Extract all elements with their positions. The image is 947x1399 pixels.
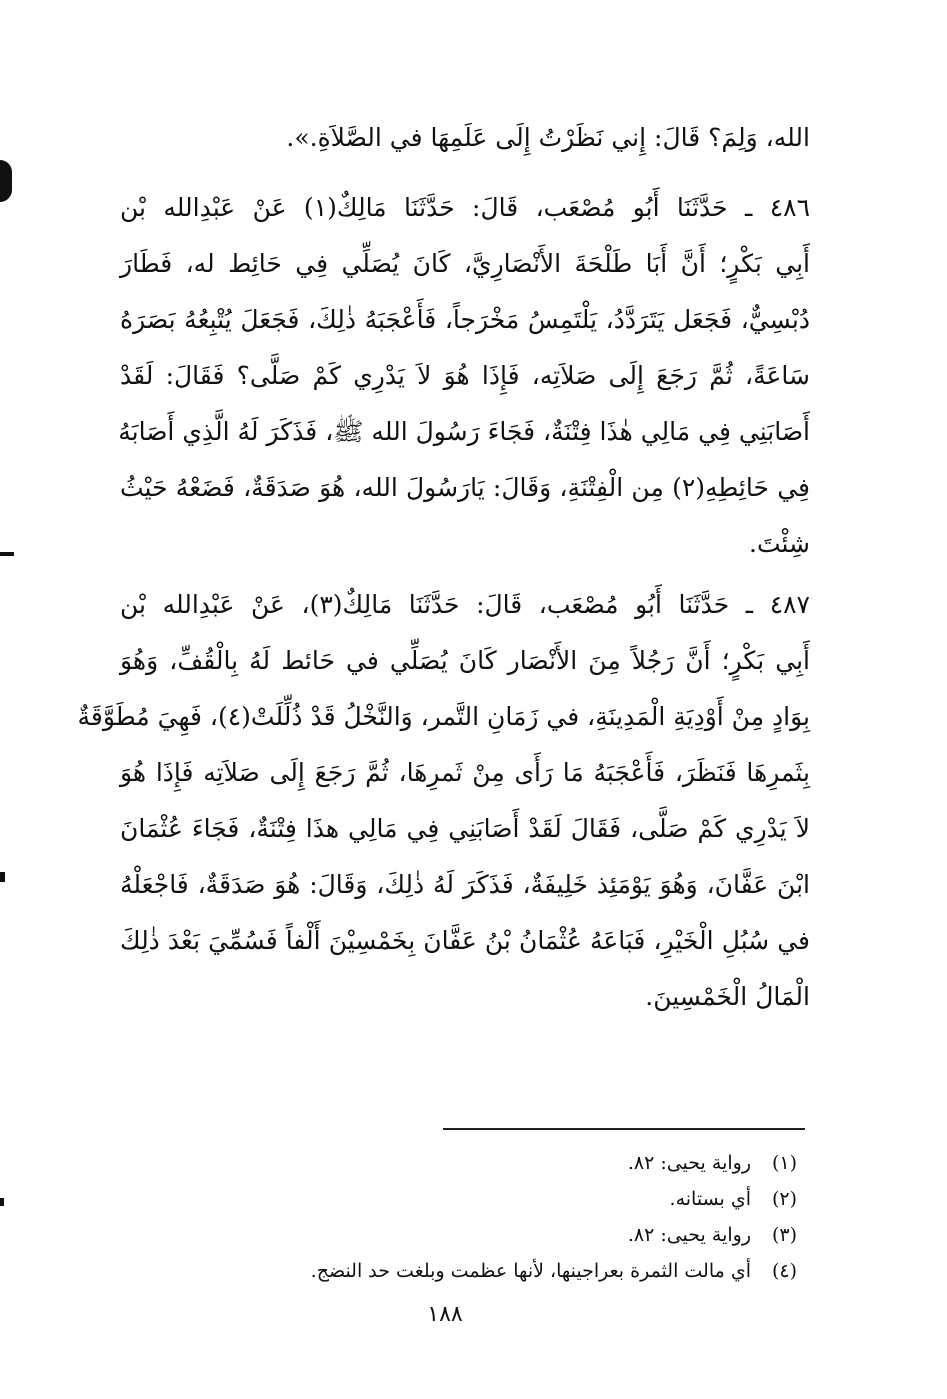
text-line: ٤٨٧ ـ حَدَّثَنَا أَبُو مُصْعَب، قَالَ: حَدَّثَنَا مَالِكٌ(٣)، عَنْ عَبْدِالله بْن <box>120 590 810 619</box>
text-line: ابْنَ عَفَّانَ، وَهُوَ يَوْمَئِذ خَلِيفَةٌ، فَذَكَرَ لَهُ ذٰلِكَ، وَقَالَ: هُوَ صَدَقَةٌ، فَاجْعَلْهُ <box>120 870 810 899</box>
footnote-text: أي بستانه. <box>669 1188 751 1210</box>
footnote-text: رواية يحيى: ٨٢. <box>627 1224 751 1246</box>
continuation-paragraph <box>120 110 810 166</box>
text-line: الْمَالُ الْخَمْسِينَ. <box>645 982 810 1011</box>
footnote-text: أي مالت الثمرة بعراجينها، لأنها عظمت وبلغت حد النضج. <box>310 1260 751 1282</box>
text-line: بِوَادٍ مِنْ أَوْدِيَةِ الْمَدِينَةِ، في زَمَانِ التَّمر، وَالنَّخْلُ قَدْ ذُلِّلَتْ(٤)، فَهِيَ مُطَوَّقَةٌ <box>77 702 810 731</box>
page-number: ١٨٨ <box>427 1302 463 1327</box>
footnote-item <box>277 1145 797 1181</box>
footnote-item <box>277 1253 797 1289</box>
text-line: شِئْتَ. <box>749 529 810 558</box>
text-line: لاَ يَدْرِي كَمْ صَلَّى، فَقَالَ لَقَدْ أَصَابَنِي فِي مَالِي هذَا فِتْنَةٌ، فَجَاءَ عُثْمَانَ <box>120 814 810 843</box>
footnote-text: رواية يحيى: ٨٢. <box>627 1152 751 1174</box>
scan-mark-top <box>0 160 12 202</box>
text-line: أَبِي بَكْرٍ؛ أَنَّ أَبَا طَلْحَةَ الأَنْصَارِيَّ، كَانَ يُصَلِّي فِي حَائِط له، فَطَارَ <box>120 249 810 278</box>
footnote-number: (٢) <box>771 1188 797 1210</box>
footnote-number: (١) <box>771 1152 797 1174</box>
text-line: الله، وَلِمَ؟ قَالَ: إِني نَظَرْتُ إِلَى عَلَمِهَا في الصَّلاَةِ.». <box>286 123 810 152</box>
footnotes <box>277 1145 797 1289</box>
footnote-item <box>277 1217 797 1253</box>
text-line: دُبْسِيٌّ، فَجَعَل يَتَرَدَّدُ، يَلْتَمِسُ مَخْرَجاً، فَأَعْجَبَهُ ذٰلِكَ، فَجَعَلَ يُتْبِعُهُ بَصَرَهُ <box>120 305 810 334</box>
scan-mark-middle <box>0 552 14 556</box>
footnote-number: (٤) <box>771 1260 797 1282</box>
hadith-487 <box>77 577 810 1025</box>
text-line: سَاعَةً، ثُمَّ رَجَعَ إِلَى صَلاَتِه، فَإِذَا هُوَ لاَ يَدْرِي كَمْ صَلَّى؟ فَقَالَ: لَقَدْ <box>120 361 810 390</box>
footnote-number: (٣) <box>771 1224 797 1246</box>
text-line: أَبِي بَكْرٍ؛ أَنَّ رَجُلاً مِنَ الأَنْصَار كَانَ يُصَلِّي في حَائط لَهُ بِالْقُفِّ، وَهُوَ <box>120 646 810 675</box>
footnote-item <box>277 1181 797 1217</box>
hadith-486 <box>120 180 810 572</box>
text-line: في سُبُلِ الْخَيْرِ، فَبَاعَهُ عُثْمَانُ بْنُ عَفَّانَ بِخَمْسِيْنَ أَلْفاً فَسُمِّيَ بَعْدَ ذٰلِكَ <box>120 926 810 955</box>
scan-mark-bottom <box>0 1198 4 1206</box>
text-line: بِثَمرِهَا فَنَظَرَ، فَأَعْجَبَهُ مَا رَأَى مِنْ ثَمرِهَا، ثُمَّ رَجَعَ إِلَى صَلاَتِه فَإِذَا هُوَ <box>120 758 810 787</box>
text-line: فِي حَائِطِهِ(٢) مِن الْفِتْنَةِ، وَقَالَ: يَارَسُولَ الله، هُوَ صَدَقَةٌ، فَضَعْهُ حَيْثُ <box>120 473 810 502</box>
footnote-divider <box>443 1128 805 1130</box>
text-line: ٤٨٦ ـ حَدَّثَنَا أَبُو مُصْعَب، قَالَ: حَدَّثَنَا مَالِكٌ(١) عَنْ عَبْدِالله بْن <box>120 193 811 222</box>
scan-mark-lower <box>0 872 5 882</box>
text-line: أَصَابَنِي فِي مَالِي هٰذَا فِتْنَةٌ، فَجَاءَ رَسُولَ الله ﷺ، فَذَكَرَ لَهُ الَّذِي أَصَابَهُ <box>118 417 810 446</box>
